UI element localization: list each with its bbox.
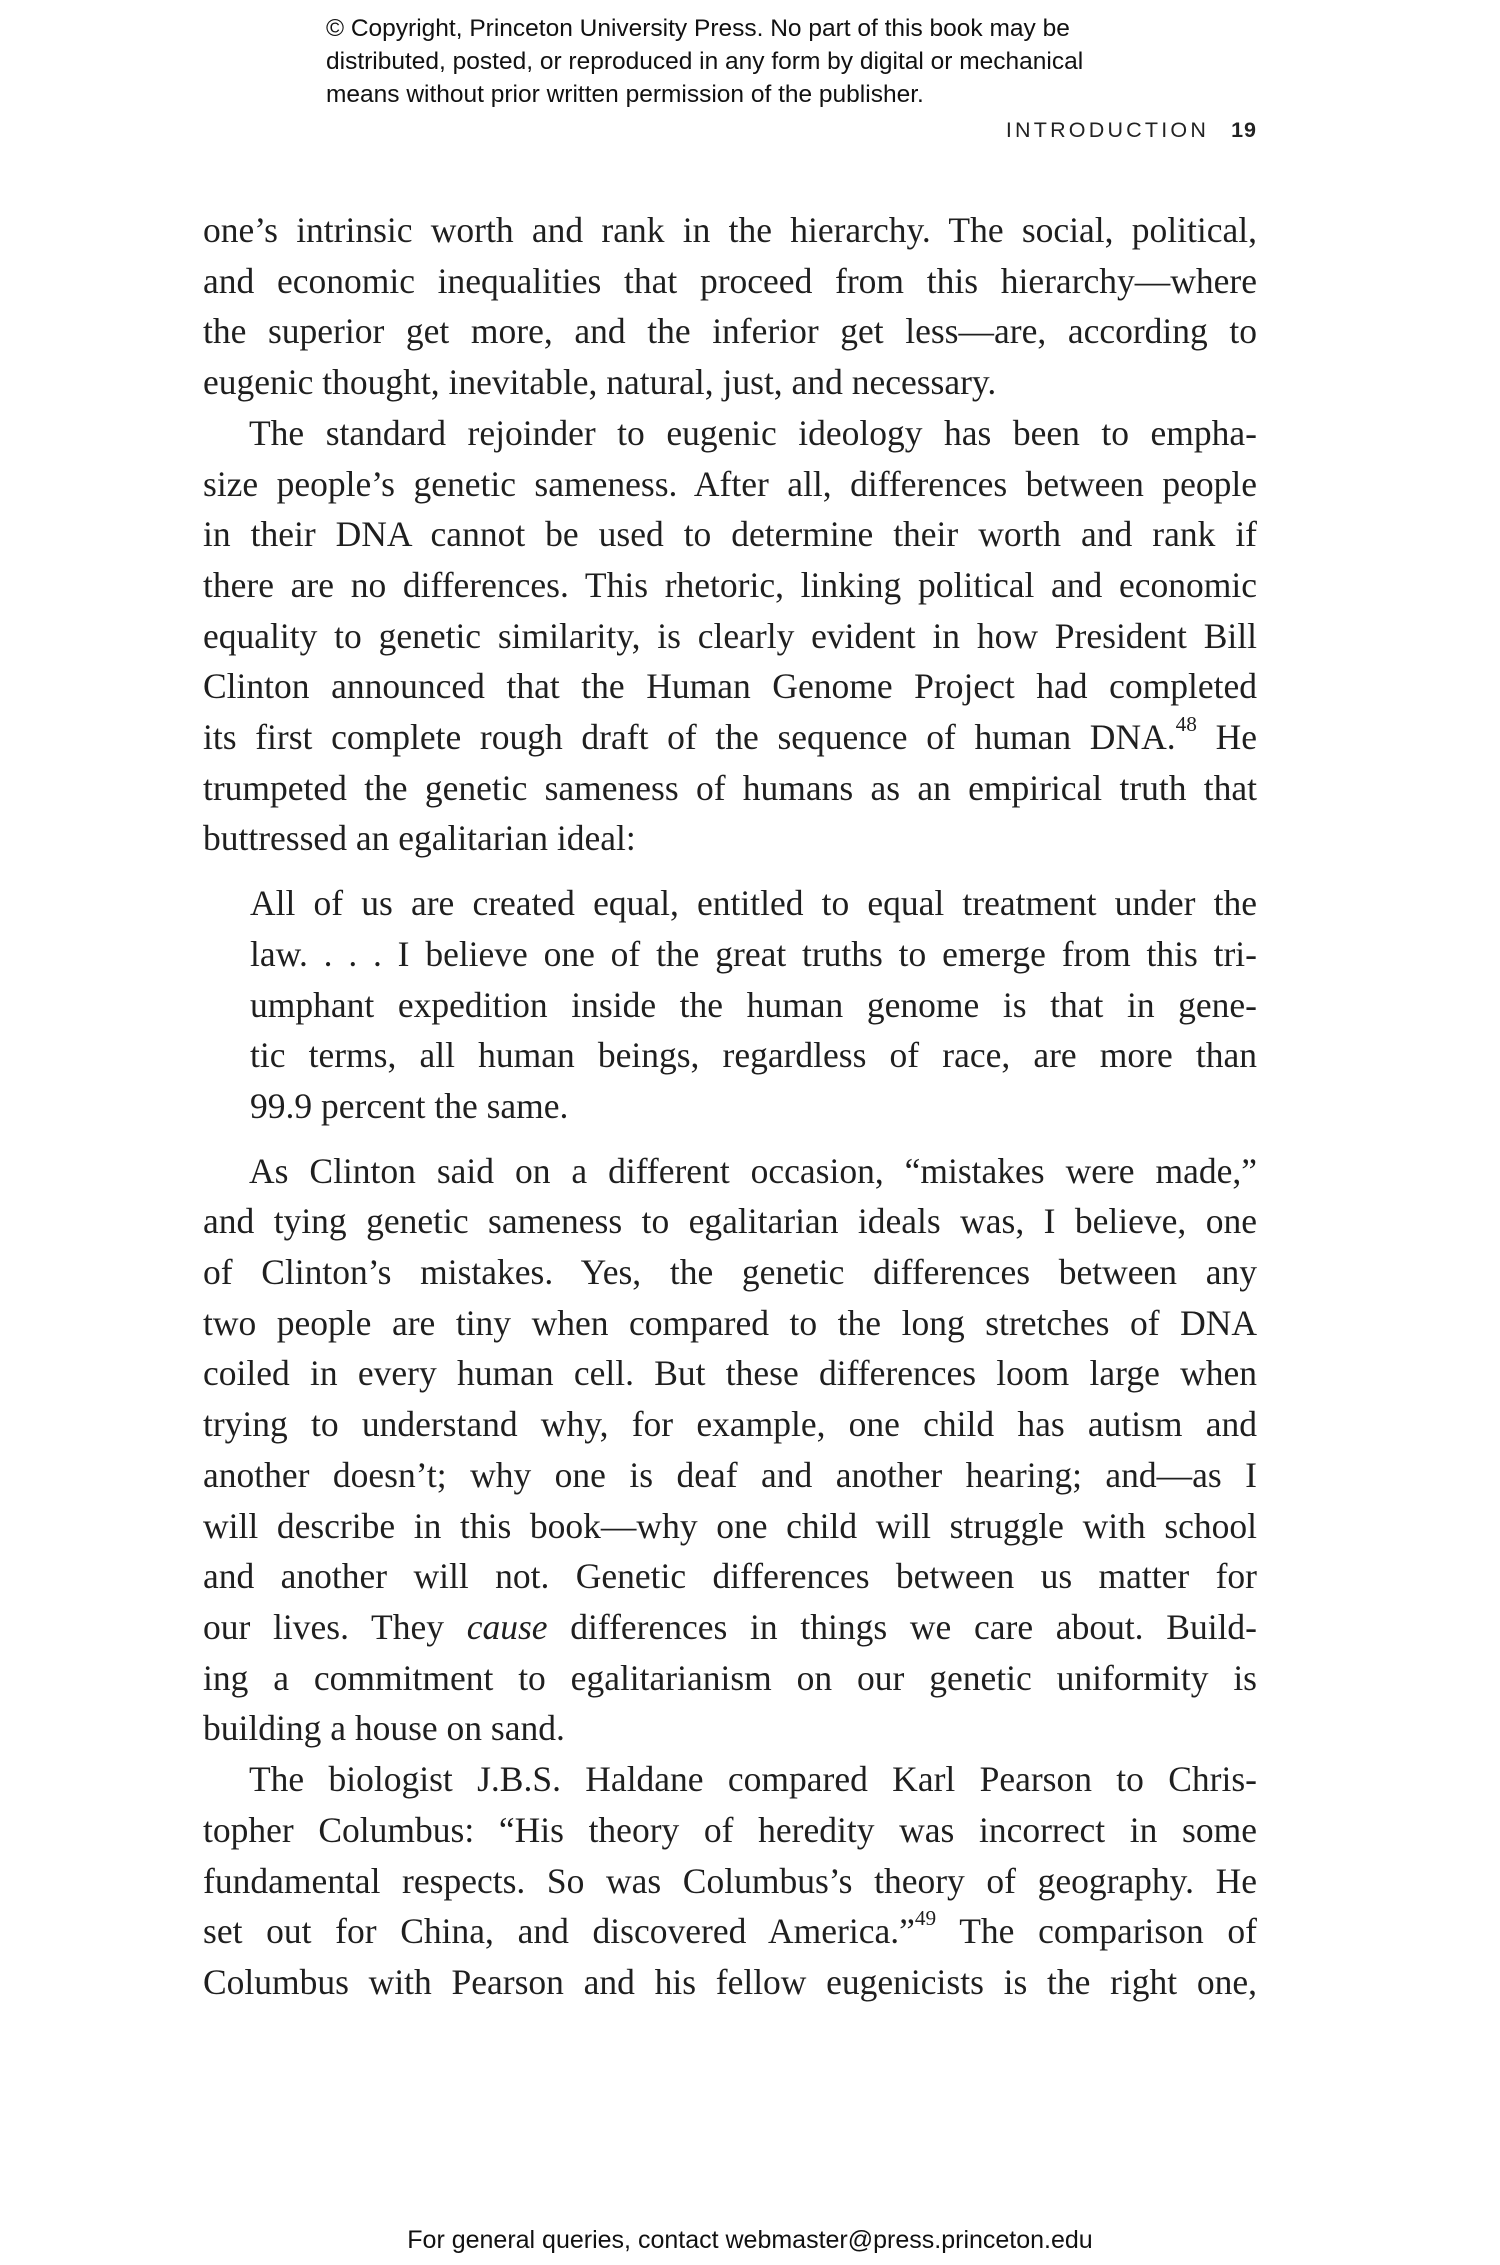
copyright-notice — [326, 12, 1226, 111]
text-line: trumpeted the genetic sameness of humans as an empirical truth that — [203, 767, 1257, 808]
footnote-marker-48: 48 — [1175, 711, 1197, 736]
text-line: Columbus with Pearson and his fellow eugenicists is the right one, — [203, 1961, 1257, 2002]
footnote-marker-49: 49 — [914, 1906, 937, 1931]
text-line: fundamental respects. So was Columbus’s theory of geography. He — [203, 1860, 1257, 1901]
page-number: 19 — [1231, 118, 1257, 142]
paragraph-3 — [203, 1146, 1257, 1754]
text-line: As Clinton said on a different occasion, “mistakes were made,” — [249, 1150, 1257, 1191]
text-line: coiled in every human cell. But these differences loom large when — [203, 1353, 1257, 1394]
text-line-with-note — [203, 1906, 1257, 1957]
text-segment: set out for China, and discovered America.” — [203, 1911, 915, 1952]
text-line: and another will not. Genetic differences between us matter for — [203, 1556, 1257, 1597]
text-segment: differences in things we care about. Build- — [547, 1606, 1258, 1647]
paragraph-2 — [203, 408, 1257, 864]
text-segment: He — [1196, 717, 1257, 758]
text-segment: its first complete rough draft of the sequence of human DNA. — [203, 717, 1176, 758]
text-line: one’s intrinsic worth and rank in the hierarchy. The social, political, — [203, 210, 1257, 250]
quote-line: All of us are created equal, entitled to equal treatment under the — [250, 883, 1257, 924]
quote-line: tic terms, all human beings, regardless of race, are more than — [250, 1035, 1257, 1076]
text-line: the superior get more, and the inferior get less—are, according to — [203, 311, 1257, 352]
text-line-with-emphasis — [203, 1602, 1257, 1653]
text-line: topher Columbus: “His theory of heredity was incorrect in some — [203, 1809, 1257, 1850]
text-segment: The comparison of — [936, 1911, 1257, 1952]
quote-line: umphant expedition inside the human genome is that in gene- — [250, 984, 1257, 1025]
block-quote — [203, 878, 1257, 1132]
paragraph-1 — [203, 205, 1257, 408]
text-line: there are no differences. This rhetoric, linking political and economic — [203, 564, 1257, 605]
text-line: The biologist J.B.S. Haldane compared Karl Pearson to Chris- — [249, 1759, 1257, 1800]
footer-contact: For general queries, contact webmaster@press.princeton.edu — [407, 2226, 1093, 2254]
text-line: equality to genetic similarity, is clearly evident in how President Bill — [203, 615, 1257, 656]
text-line: and economic inequalities that proceed from this hierarchy—where — [203, 260, 1257, 301]
text-line: in their DNA cannot be used to determine their worth and rank if — [203, 514, 1257, 555]
body-text — [203, 205, 1257, 2008]
text-line: trying to understand why, for example, one child has autism and — [203, 1404, 1257, 1445]
text-segment: our lives. They — [203, 1606, 467, 1647]
text-line: building a house on sand. — [203, 1708, 565, 1749]
quote-line: 99.9 percent the same. — [250, 1085, 569, 1126]
text-line: The standard rejoinder to eugenic ideology has been to empha- — [249, 412, 1257, 453]
running-head-section: INTRODUCTION — [1005, 118, 1210, 142]
text-line: and tying genetic sameness to egalitarian ideals was, I believe, one — [203, 1201, 1257, 1242]
text-line: buttressed an egalitarian ideal: — [203, 818, 636, 859]
paragraph-4 — [203, 1754, 1257, 2008]
text-line: ing a commitment to egalitarianism on our genetic uniformity is — [203, 1657, 1257, 1698]
text-line: Clinton announced that the Human Genome Project had completed — [203, 666, 1257, 707]
text-line: size people’s genetic sameness. After all, differences between people — [203, 463, 1257, 504]
text-line: eugenic thought, inevitable, natural, just, and necessary. — [203, 362, 997, 403]
running-head — [1006, 118, 1257, 143]
copyright-line: means without prior written permission of the publisher. — [326, 81, 924, 108]
copyright-line: distributed, posted, or reproduced in any form by digital or mechanical — [326, 48, 1084, 75]
copyright-line: © Copyright, Princeton University Press. No part of this book may be — [326, 15, 1070, 42]
text-line: of Clinton’s mistakes. Yes, the genetic differences between any — [203, 1252, 1257, 1293]
text-line: will describe in this book—why one child will struggle with school — [203, 1505, 1257, 1546]
text-line-with-note — [203, 712, 1257, 763]
text-line: another doesn’t; why one is deaf and another hearing; and—as I — [203, 1454, 1257, 1495]
emphasis-cause: cause — [466, 1606, 548, 1647]
text-line: two people are tiny when compared to the long stretches of DNA — [203, 1302, 1257, 1343]
quote-line: law. . . . I believe one of the great truths to emerge from this tri- — [250, 933, 1257, 974]
